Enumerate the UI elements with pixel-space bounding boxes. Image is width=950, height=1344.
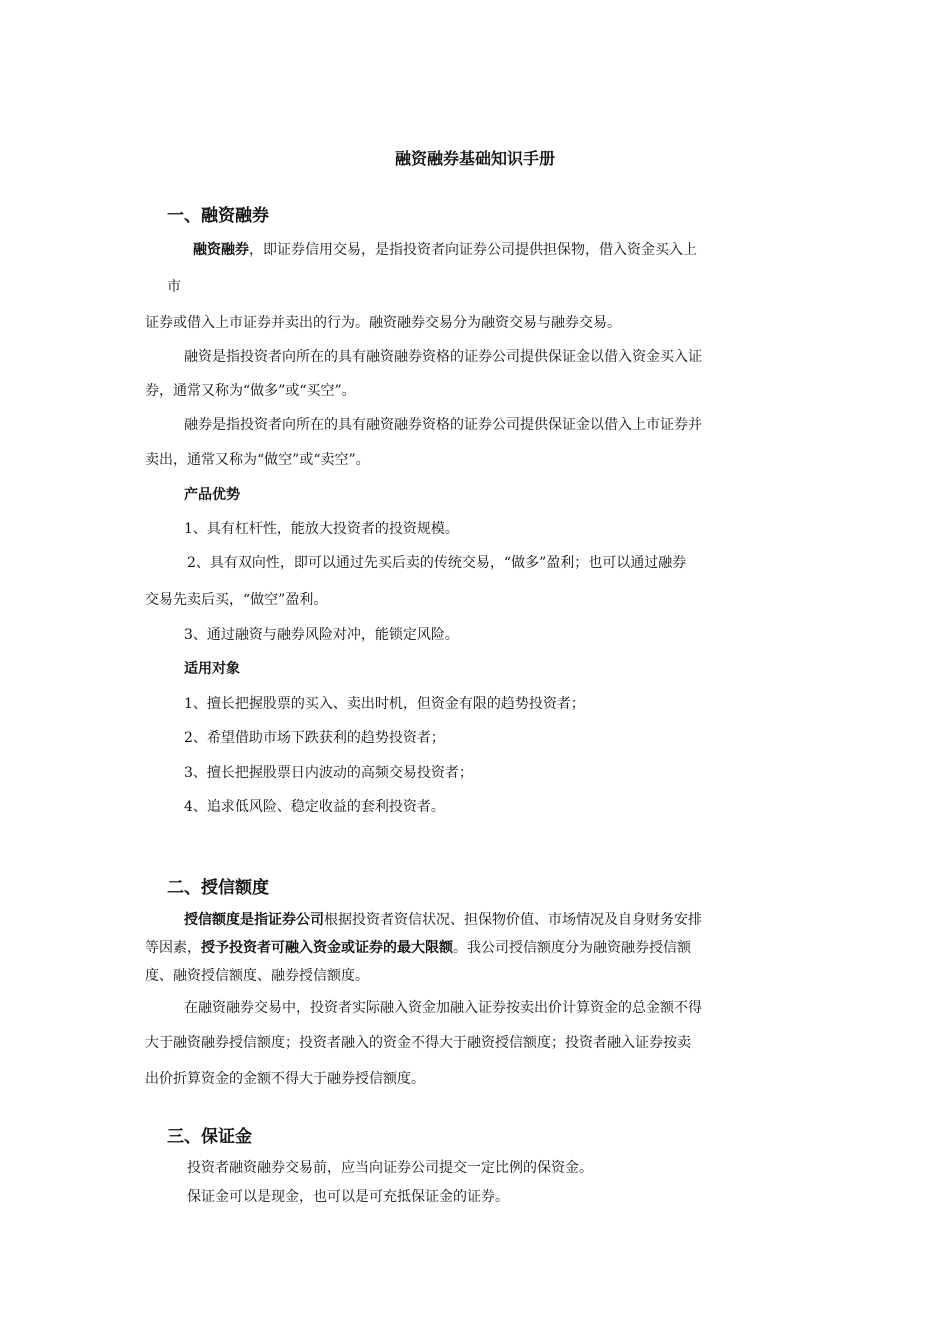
s1-paragraph-2-line-2: 券，通常又称为“做多”或“买空”。	[145, 383, 356, 399]
target-item-2: 2、希望借助市场下跌获利的趋势投资者；	[184, 730, 445, 746]
s3-paragraph-2: 保证金可以是现金，也可以是可充抵保证金的证券。	[187, 1189, 509, 1205]
s1-paragraph-1-line-1	[193, 239, 697, 259]
s1-term-bold: 融资融券	[193, 242, 249, 258]
target-item-3: 3、擅长把握股票日内波动的高频交易投资者；	[184, 765, 473, 781]
document-title: 融资融券基础知识手册	[394, 149, 555, 168]
advantage-item-3: 3、通过融资与融券风险对冲，能锁定风险。	[184, 627, 459, 643]
s1-paragraph-1-line-2: 证券或借入上市证券并卖出的行为。融资融券交易分为融资交易与融券交易。	[145, 315, 621, 331]
section-3-heading: 三、保证金	[167, 1127, 252, 1147]
section-2-heading: 二、授信额度	[167, 878, 269, 898]
s1-paragraph-1-wrap: 市	[167, 279, 181, 295]
s2-bold-1: 授信额度是指证券公司	[184, 912, 324, 928]
advantage-item-1: 1、具有杠杆性，能放大投资者的投资规模。	[184, 521, 459, 537]
s2-paragraph-1-line-2	[145, 937, 691, 957]
target-item-4: 4、追求低风险、稳定收益的套利投资者。	[184, 799, 445, 815]
s2-paragraph-2-line-2: 大于融资融券授信额度；投资者融入的资金不得大于融资授信额度；投资者融入证券按卖	[145, 1035, 691, 1051]
target-users-heading: 适用对象	[184, 661, 240, 677]
section-1-heading: 一、融资融券	[167, 206, 269, 226]
s2-bold-2: 授予投资者可融入资金或证券的最大限额	[201, 940, 453, 956]
s1-paragraph-3-line-2: 卖出，通常又称为“做空”或“卖空”。	[145, 452, 370, 468]
advantage-item-2-line-1: 2、具有双向性，即可以通过先买后卖的传统交易，“做多”盈利；也可以通过融券	[187, 555, 687, 571]
s1-p1-text: ，即证券信用交易，是指投资者向证券公司提供担保物，借入资金买入上	[249, 242, 697, 258]
s2-p1-text-3: 。我公司授信额度分为融资融券授信额	[453, 940, 691, 956]
s2-paragraph-2-line-1: 在融资融券交易中，投资者实际融入资金加融入证券按卖出价计算资金的总金额不得	[184, 1000, 702, 1016]
advantages-heading: 产品优势	[184, 487, 240, 503]
s1-paragraph-2-line-1: 融资是指投资者向所在的具有融资融券资格的证券公司提供保证金以借入资金买入证	[184, 349, 702, 365]
s2-paragraph-1-line-3: 度、融资授信额度、融券授信额度。	[145, 968, 369, 984]
s2-paragraph-1-line-1	[184, 909, 702, 929]
s2-p1-text-1: 根据投资者资信状况、担保物价值、市场情况及自身财务安排	[324, 912, 702, 928]
s1-paragraph-3-line-1: 融券是指投资者向所在的具有融资融券资格的证券公司提供保证金以借入上市证券并	[184, 417, 702, 433]
s3-paragraph-1: 投资者融资融券交易前，应当向证券公司提交一定比例的保资金。	[187, 1160, 593, 1176]
target-item-1: 1、擅长把握股票的买入、卖出时机，但资金有限的趋势投资者；	[184, 696, 585, 712]
s2-paragraph-2-line-3: 出价折算资金的金额不得大于融券授信额度。	[145, 1071, 425, 1087]
advantage-item-2-line-2: 交易先卖后买，“做空”盈利。	[145, 592, 328, 608]
s2-p1-text-2: 等因素，	[145, 940, 201, 956]
